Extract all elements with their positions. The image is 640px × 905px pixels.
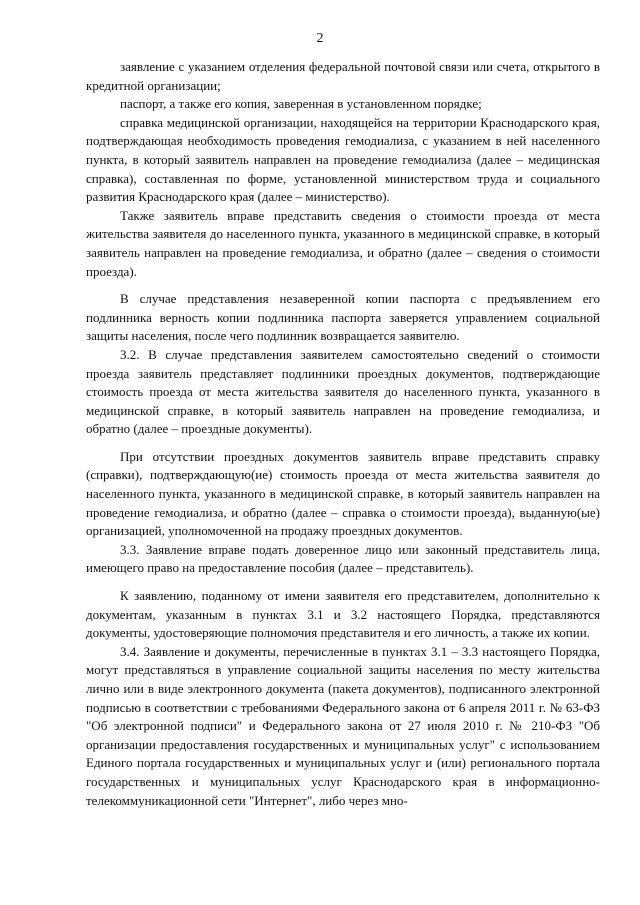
paragraph: 3.4. Заявление и документы, перечисленные в пунктах 3.1 – 3.3 настоящего Порядка, могут представляться в управление социальной защиты населения по месту жительства лично или в виде электронного документа (пакета документов), подписанного электронной подписью в соответствии с требованиями Федерального закона от 6 апреля 2011 г. № 63-ФЗ "Об электронной подписи" и Федерального закона от 27 июля 2010 г. № 210-ФЗ "Об организации предоставления государственных и муниципальных услуг" с использованием Единого портала государственных и муниципальных услуг и (или) регионального портала государственных и муниципальных услуг Краснодарского края в информационно-телекоммуникационной сети "Интернет", либо через мно-: [86, 643, 600, 808]
page-number: 2: [316, 31, 324, 46]
paragraph-gap: [86, 578, 600, 587]
document-body: [86, 58, 600, 810]
paragraph-gap: [86, 281, 600, 290]
paragraph-gap: [86, 439, 600, 448]
paragraph: паспорт, а также его копия, заверенная в установленном порядке;: [120, 96, 482, 112]
paragraph: При отсутствии проездных документов заявитель вправе представить справку (справки), подтверждающую(ие) стоимость проезда от места жительства заявителя до населенного пункта, указанного в медицинской справке, в который заявитель направлен на проведение гемодиализа, и обратно (далее – справка о стоимости проезда), выданную(ые) организацией, уполномоченной на продажу проездных документов.: [86, 448, 600, 539]
paragraph: 3.2. В случае представления заявителем самостоятельно сведений о стоимости проезда заявитель представляет подлинники проездных документов, подтверждающие стоимость проезда от места жительства заявителя до населенного пункта, указанного в медицинской справке, в который заявитель направлен на проведение гемодиализа, и обратно (далее – проездные документы).: [86, 346, 600, 437]
paragraph: заявление с указанием отделения федеральной почтовой связи или счета, открытого в кредитной организации;: [86, 59, 600, 93]
paragraph: В случае представления незаверенной копии паспорта с предъявлением его подлинника верность копии подлинника паспорта заверяется управлением социальной защиты населения, после чего подлинник возвращается заявителю.: [86, 291, 600, 344]
paragraph: 3.3. Заявление вправе подать доверенное лицо или законный представитель лица, имеющего право на предоставление пособия (далее – представитель).: [86, 541, 600, 576]
paragraph: Также заявитель вправе представить сведения о стоимости проезда от места жительства заявителя до населенного пункта, указанного в медицинской справке, в который заявитель направлен на проведение гемодиализа, и обратно (далее – сведения о стоимости проезда).: [86, 207, 600, 279]
paragraph: справка медицинской организации, находящейся на территории Краснодарского края, подтверждающая необходимость проведения гемодиализа, с указанием в ней населенного пункта, в который заявитель направлен на проведение гемодиализа (далее – медицинская справка), составленная по форме, установленной министерством труда и социального развития Краснодарского края (далее – министерство).: [86, 114, 600, 205]
paragraph: К заявлению, поданному от имени заявителя его представителем, дополнительно к документам, указанным в пунктах 3.1 и 3.2 настоящего Порядка, представляются документы, удостоверяющие полномочия представителя и его личность, а также их копии.: [86, 588, 600, 641]
